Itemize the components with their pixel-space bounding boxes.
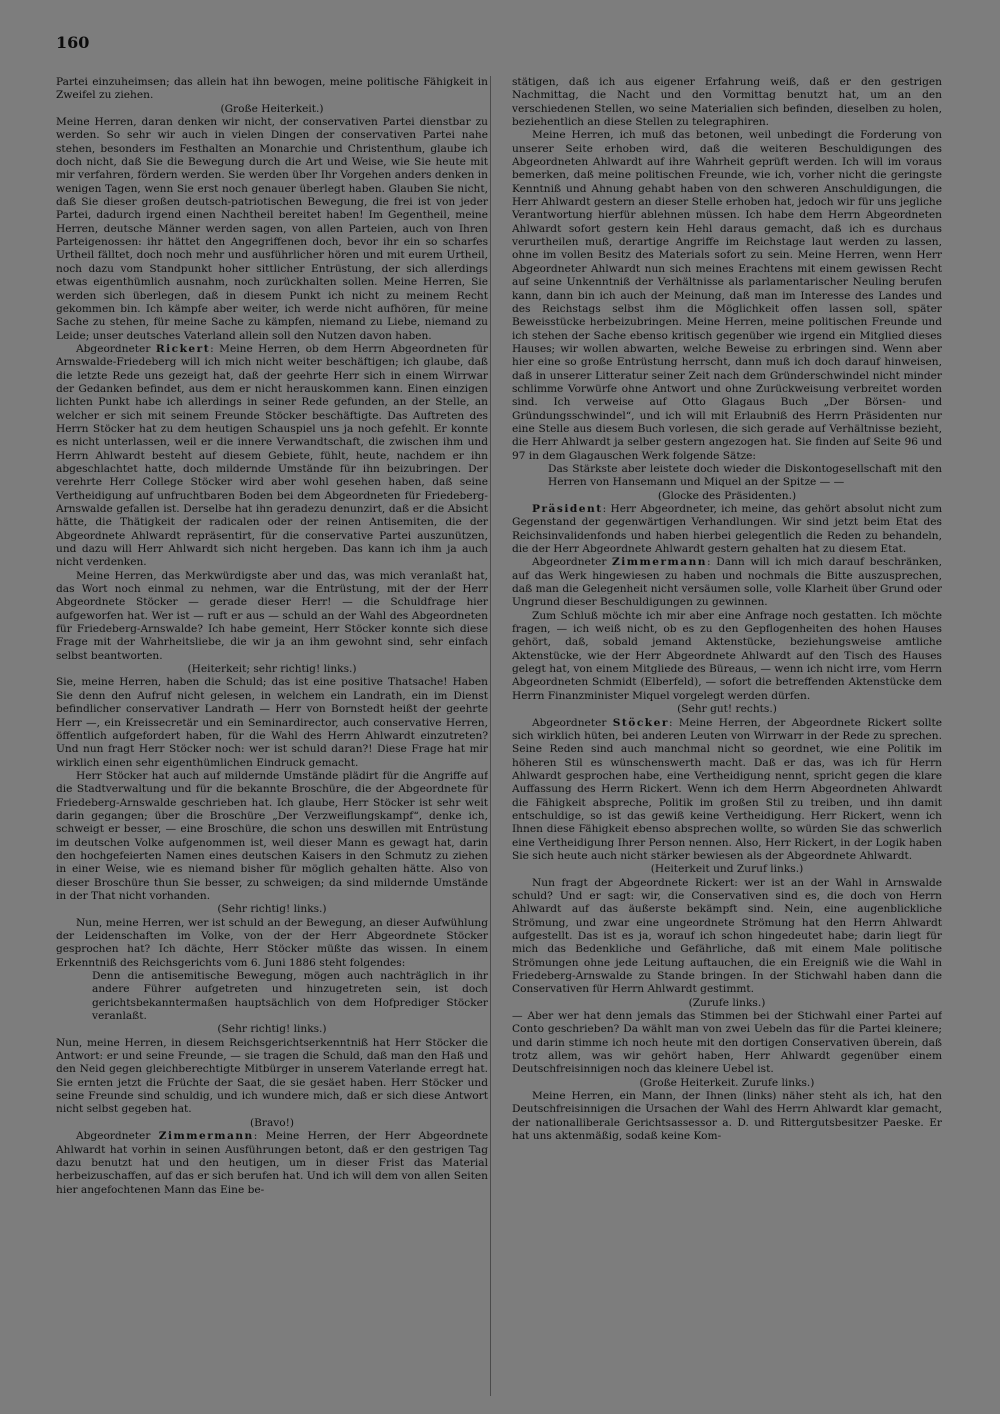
speech-paragraph <box>512 503 942 556</box>
interjection: (Zurufe links.) <box>688 996 766 1009</box>
paragraph: Sie, meine Herren, haben die Schuld; das ist eine positive Thatsache! Haben Sie denn den Aufruf nicht gelesen, in welchem ein Landrath, ein im Dienst befindlicher conservativer Landrath — Herr von Bornstedt heißt der geehrte Herr —, ein Kreissecretär und ein Seminardirector, auch conservative Herren, öffentlich aufgefordert haben, für die Wahl des Herrn Ahlwardt einzutreten? Und nun fragt Herr Stöcker noch: wer ist schuld daran?! Diese Frage hat mir wirklich einen sehr eigenthümlichen Eindruck gemacht. <box>56 676 488 769</box>
paragraph: Nun fragt der Abgeordnete Rickert: wer ist an der Wahl in Arnswalde schuld? Und er sagt: wir, die Conservativen sind es, die doch von Herrn Ahlwardt auf das äußerste bekämpft sind. Nein, eine augenblickliche Strömung, und zwar eine ungeordnete Strömung hat den Herrn Ahlwardt aufgestellt. Das ist es ja, worauf ich schon hingedeutet habe; darin liegt für mich das Bedenkliche und Gefährliche, daß mit einem Male politische Strömungen ohne jede Leitung auftauchen, die ein Ereigniß wie die Wahl in Friedeberg-Arnswalde zu Stande bringen. In der Stichwahl haben dann die Conservativen für Herrn Ahlwardt gestimmt. <box>512 876 942 996</box>
paragraph: Nun, meine Herren, wer ist schuld an der Bewegung, an dieser Aufwühlung der Leidenschaften im Volke, von der der Herr Abgeordnete Stöcker gesprochen hat? Ich dächte, Herr Stöcker müßte das wissen. In einem Erkenntniß des Reichsgerichts vom 6. Juni 1886 steht folgendes: <box>56 916 488 969</box>
interjection: (Bravo!) <box>249 1116 295 1129</box>
interjection: (Sehr richtig! links.) <box>217 1023 327 1036</box>
paragraph: Meine Herren, ein Mann, der Ihnen (links) näher steht als ich, hat den Deutschfreisinnigen die Ursachen der Wahl des Herrn Ahlwardt klar gemacht, der nationalliberale Gerichtsassessor a. D. und Rittergutsbesitzer Paeske. Er hat uns aktenmäßig, sodaß keine Kom- <box>512 1090 942 1143</box>
speech-text: : Dann will ich mich darauf beschränken, auf das Werk hingewiesen zu haben und nochmals die Bitte auszusprechen, daß man die Gelegenheit nicht versäumen solle, volle Klarheit über Grund oder Ungrund dieser Beschuldigungen zu gewinnen. <box>512 556 942 609</box>
left-column <box>56 76 488 1394</box>
speech-paragraph <box>512 717 942 864</box>
paragraph: Meine Herren, das Merkwürdigste aber und das, was mich veranlaßt hat, das Wort noch einmal zu nehmen, war die Entrüstung, mit der der Herr Abgeordnete Stöcker — gerade dieser Herr! — die Schuldfrage hier aufgeworfen hat. Wer ist — ruft er aus — schuld an der Wahl des Abgeordneten für Friedeberg-Arnswalde? Ich habe gemeint, Herr Stöcker konnte sich diese Frage mit der Wahrheitsliebe, die wir ja an ihm gewohnt sind, sehr einfach selbst beantworten. <box>56 569 488 662</box>
paragraph: Herr Stöcker hat auch auf mildernde Umstände plädirt für die Angriffe auf die Stadtverwaltung und für die bekannte Broschüre, die der Abgeordnete für Friedeberg-Arnswalde geschrieben hat. Ich glaube, Herr Stöcker ist sehr weit darin gegangen; über die Broschüre „Der Verzweiflungskampf“, denke ich, schweigt er besser, — eine Broschüre, die schon uns deswillen mit Entrüstung im deutschen Volke aufgenommen ist, weil dieser Mann es gewagt hat, darin den hochgefeierten Namen eines deutschen Kaisers in den Schmutz zu ziehen in einer Weise, wie es niemand bisher für möglich gehalten hätte. Also von dieser Broschüre thun Sie besser, zu schweigen; da sind mildernde Umstände in der That nicht vorhanden. <box>56 769 488 902</box>
speaker-name: Präsident <box>532 503 603 515</box>
page-number: 160 <box>56 33 90 52</box>
paragraph: Zum Schluß möchte ich mir aber eine Anfrage noch gestatten. Ich möchte fragen, — ich weiß nicht, ob es zu den Gepflogenheiten des hohen Hauses gehört, daß, sobald jemand Aktenstücke, beziehungsweise amtliche Aktenstücke, wie der Herr Abgeordnete Ahlwardt auf den Tisch des Hauses gelegt hat, von einem Mitgliede des Büreaus, — wenn ich nicht irre, vom Herrn Abgeordneten Schmidt (Elberfeld), — sofort die betreffenden Aktenstücke dem Herrn Finanzminister Miquel vorgelegt werden dürfen. <box>512 609 942 702</box>
interjection: (Heiterkeit und Zuruf links.) <box>650 863 804 876</box>
interjection: (Große Heiterkeit.) <box>220 102 324 115</box>
speaker-name: Zimmermann <box>158 1130 254 1143</box>
paragraph: — Aber wer hat denn jemals das Stimmen bei der Stichwahl einer Partei auf Conto geschrieben? Da wählt man von zwei Uebeln das für die Partei kleinere; und darin stimme ich noch heute mit den dortigen Conservativen überein, daß trotz allem, was wir gehört haben, Herr Ahlwardt gegenüber einem Deutschfreisinnigen noch das kleinere Uebel ist. <box>512 1010 942 1076</box>
interjection: (Große Heiterkeit. Zurufe links.) <box>639 1076 815 1089</box>
speaker-name: Stöcker <box>612 716 669 729</box>
speaker-prefix: Abgeordneter <box>76 1130 159 1143</box>
speech-text: : Meine Herren, der Herr Abgeordnete Ahlwardt hat vorhin in seinen Ausführungen betont, daß er den gestrigen Tag dazu benutzt hat und den heutigen, um in dieser Frist das Material herbeizuschaffen, auf das er sich berufen hat. Und ich will dem von allen Seiten hier angefochtenen Mann das Eine be- <box>56 1130 488 1196</box>
speaker-prefix: Abgeordneter <box>532 716 613 729</box>
paragraph: Meine Herren, daran denken wir nicht, der conservativen Partei dienstbar zu werden. So sehr wir auch in vielen Dingen der conservativen Partei nahe stehen, besonders im Festhalten an Monarchie und Christenthum, glaube ich doch nicht, daß Sie die Bewegung durch die Art und Weise, wie Sie heute mit mir verfahren, fördern werden. Sie werden über Ihr Vorgehen anders denken in wenigen Tagen, wenn Sie erst noch genauer überlegt haben. Glauben Sie nicht, daß Sie dieser großen deutsch-patriotischen Bewegung, die frei ist von jeder Partei, dadurch irgend einen Nachtheil bereitet haben! Im Gegentheil, meine Herren, deutsche Männer werden sagen, von allen Parteien, auch von Ihren Parteigenossen: ihr hättet den Angegriffenen doch, bevor ihr ein so scharfes Urtheil fälltet, doch noch mehr und ausführlicher hören und mit eurem Urtheil, noch dazu vom Standpunkt hoher sittlicher Entrüstung, der sich allerdings etwas eigenthümlich ausnahm, noch zurückhalten sollen. Meine Herren, Sie werden sich überlegen, daß in diesem Punkt ich nicht zu meinem Recht gekommen bin. Ich kämpfe aber weiter, ich werde nicht aufhören, für meine Sache zu stehen, für meine Sache zu kämpfen, niemand zu Liebe, niemand zu Leide; unser deutsches Vaterland allein soll den Nutzen davon haben. <box>56 116 488 342</box>
interjection: (Sehr richtig! links.) <box>217 903 327 916</box>
speech-paragraph <box>56 1130 488 1197</box>
speaker-prefix: Abgeordneter <box>76 342 156 355</box>
speaker-prefix: Abgeordneter <box>532 556 613 569</box>
quotation: Das Stärkste aber leistete doch wieder die Diskontogesellschaft mit den Herren von Hansemann und Miquel an der Spitze — — <box>548 462 942 489</box>
paragraph: stätigen, daß ich aus eigener Erfahrung weiß, daß er den gestrigen Nachmittag, die Nacht und den Vormittag benutzt hat, um an den verschiedenen Stellen, wo seine Materialien sich befinden, dieselben zu holen, beziehentlich an diese Stellen zu telegraphiren. <box>512 76 942 129</box>
speaker-name: Zimmermann <box>612 556 708 569</box>
speech-text: : Herr Abgeordneter, ich meine, das gehört absolut nicht zum Gegenstand der gegenwärtigen Verhandlungen. Wir sind jetzt beim Etat des Reichsinvalidenfonds und haben hierbei gelegentlich die Reden zu behandeln, die der Herr Abgeordnete Ahlwardt gestern gehalten hat zu diesem Etat. <box>512 503 942 556</box>
paragraph: Nun, meine Herren, in diesem Reichsgerichtserkenntniß hat Herr Stöcker die Antwort: er und seine Freunde, — sie tragen die Schuld, daß man den Haß und den Neid gegen gleichberechtigte Mitbürger in unserem Vaterlande erregt hat. Sie ernten jetzt die Früchte der Saat, die sie gesäet haben. Herr Stöcker und seine Freunde sind schuldig, und ich wundere mich, daß er sich diese Antwort nicht selbst gegeben hat. <box>56 1036 488 1116</box>
speech-text: : Meine Herren, der Abgeordnete Rickert sollte sich wirklich hüten, bei anderen Leuten von Wirrwarr in der Rede zu sprechen. Seine Reden sind auch manchmal nicht so geordnet, wie eine Politik im höheren Stil es wünschenswerth macht. Daß er das, was ich für Herrn Ahlwardt gesprochen habe, eine Vertheidigung nennt, spricht gegen die klare Auffassung des Herrn Rickert. Wenn ich dem Herrn Abgeordneten Ahlwardt die Fähigkeit abspreche, Politik im großen Stil zu treiben, und ihn damit entschuldige, so ist das gewiß keine Vertheidigung. Herr Rickert, wenn ich Ihnen diese Fähigkeit ebenso absprechen wollte, so würden Sie das schwerlich eine Vertheidigung Ihrer Person nennen. Also, Herr Rickert, in der Logik haben Sie sich heute auch nicht stärker bewiesen als der Abgeordnete Ahlwardt. <box>512 716 942 862</box>
speech-paragraph <box>56 343 488 570</box>
quotation: Denn die antisemitische Bewegung, mögen auch nachträglich in ihr andere Führer aufgetreten und hinzugetreten sein, ist doch gerichtsbekanntermaßen hauptsächlich von dem Hofprediger Stöcker veranlaßt. <box>92 970 488 1023</box>
interjection: (Glocke des Präsidenten.) <box>657 489 797 502</box>
speech-text: : Meine Herren, ob dem Herrn Abgeordneten für Arnswalde-Friedeberg will ich mich nicht weiter beschäftigen; ich glaube, daß die letzte Rede uns gezeigt hat, daß der geehrte Herr sich in einem Wirrwar der Gedanken befindet, aus dem er nicht herauskommen kann. Einen einzigen lichten Punkt habe ich allerdings in seiner Rede gefunden, an der Stelle, an welcher er sich mit seinem Freunde Stöcker beschäftigte. Das Auftreten des Herrn Stöcker hat zu dem heutigen Schauspiel uns ja noch gefehlt. Er konnte es nicht unterlassen, weil er die innere Verwandtschaft, die zwischen ihm und Herrn Ahlwardt besteht auf diesem Gebiete, fühlt, heute, nachdem er ihn abgeschlachtet hatte, doch mildernde Umstände für ihn beizubringen. Der verehrte Herr College Stöcker wird aber wohl gesehen haben, daß seine Vertheidigung auf unfruchtbaren Boden bei dem Abgeordneten für Friedeberg-Arnswalde gefallen ist. Derselbe hat ihn geradezu denunzirt, daß er die Absicht hätte, die Thätigkeit der radicalen oder der reinen Antisemiten, die der Abgeordnete Ahlwardt repräsentirt, für die conservative Partei auszunützen, und dazu will Herr Ahlwardt sich nicht hergeben. Das kann ich ihm ja auch nicht verdenken. <box>56 342 488 569</box>
paragraph: Partei einzuheimsen; das allein hat ihn bewogen, meine politische Fähigkeit in Zweifel zu ziehen. <box>56 76 488 102</box>
speech-paragraph <box>512 556 942 609</box>
interjection: (Heiterkeit; sehr richtig! links.) <box>187 663 357 676</box>
paragraph: Meine Herren, ich muß das betonen, weil unbedingt die Forderung von unserer Seite erhoben wird, daß die weiteren Beschuldigungen des Abgeordneten Ahlwardt auf ihre Wahrheit geprüft werden. Ich will im voraus bemerken, daß meine politischen Freunde, wie ich, vorher nicht die geringste Kenntniß und Ahnung gehabt haben von den schweren Anschuldigungen, die Herr Ahlwardt gestern an dieser Stelle erhoben hat, jedoch wir für uns jegliche Verantwortung hierfür ablehnen müssen. Ich habe dem Herrn Abgeordneten Ahlwardt sofort gestern kein Hehl daraus gemacht, daß ich es durchaus verurtheilen muß, derartige Angriffe im Reichstage laut werden zu lassen, ohne im vollen Besitz des Materials sofort zu sein. Meine Herren, wenn Herr Abgeordneter Ahlwardt nun sich meines Erachtens mit einem gewissen Recht auf seine Unkenntniß der Verhältnisse als parlamentarischer Neuling berufen kann, dann bin ich auch der Meinung, daß man im Interesse des Landes und des Reichstags selbst ihm die Möglichkeit offen lassen soll, später Beweisstücke herbeizubringen. Meine Herren, meine politischen Freunde und ich stehen der Sache ebenso kritisch gegenüber wie irgend ein Mitglied dieses Hauses; wir wollen abwarten, welche Beweise zu erbringen sind. Wenn aber hier eine so große Entrüstung herrscht, dann muß ich doch darauf hinweisen, daß in unserer Litteratur seiner Zeit nach dem Gründerschwindel nicht minder schlimme Vorwürfe ohne Antwort und ohne Zurückweisung verbreitet worden sind. Ich verweise auf Otto Glagaus Buch „Der Börsen- und Gründungsschwindel“, und ich will mit Erlaubniß des Herrn Präsidenten nur eine Stelle aus diesem Buch vorlesen, die sich gerade auf Verhältnisse bezieht, die Herr Ahlwardt ja selber gestern angezogen hat. Sie finden auf Seite 96 und 97 in dem Glagauschen Werk folgende Sätze: <box>512 129 942 462</box>
speaker-name: Rickert <box>155 342 211 355</box>
column-divider <box>490 76 491 1396</box>
interjection: (Sehr gut! rechts.) <box>677 703 777 716</box>
right-column <box>512 76 942 1394</box>
